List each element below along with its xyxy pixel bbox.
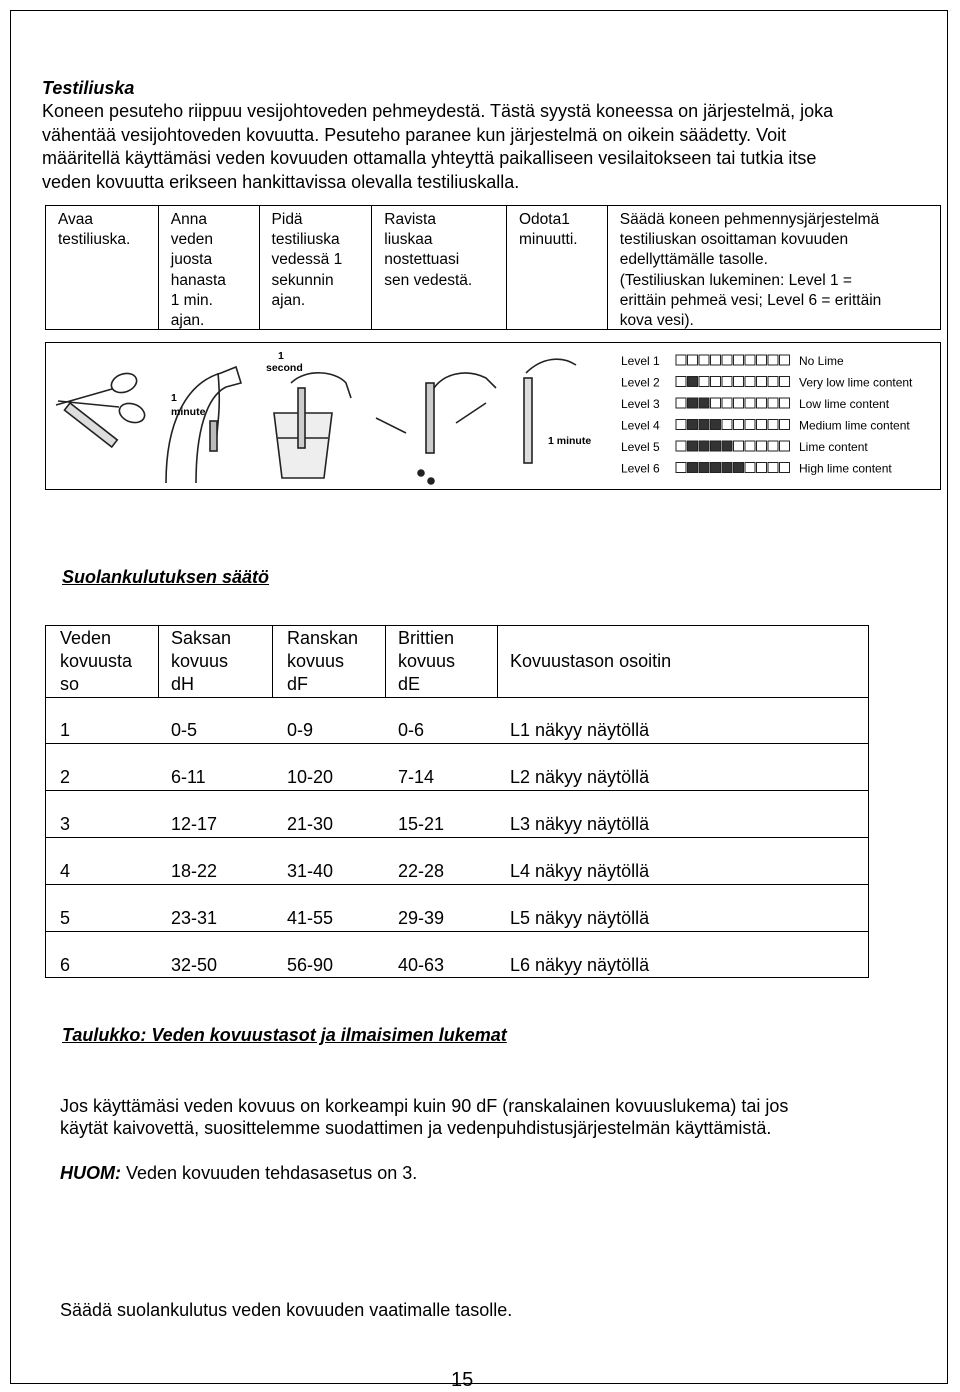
level-square: [768, 463, 778, 473]
table-cell: 3: [60, 814, 71, 834]
level-square: [676, 420, 686, 430]
wait-strip-icon: [524, 359, 576, 463]
level-chart: [621, 354, 913, 476]
table-cell: L6 näkyy näytöllä: [510, 955, 650, 975]
intro-line: vähentää vesijohtoveden kovuutta. Pesuteho paranee kun järjestelmä on oikein säädetty. Voit: [42, 124, 787, 145]
level-square: [745, 420, 755, 430]
intro-paragraph: [42, 100, 922, 194]
header-df: Ranskan kovuus dF: [273, 626, 386, 697]
step-2: Anna veden juosta hanasta 1 min. ajan.: [159, 206, 260, 329]
table-cell: 2: [60, 767, 71, 787]
table-cell: 40-63: [398, 955, 445, 975]
table-cell: 32-50: [171, 955, 218, 975]
level-square: [699, 377, 709, 387]
table-cell: 0-5: [171, 720, 198, 740]
level-description: Medium lime content: [799, 418, 910, 433]
table-cell: 0-9: [287, 720, 314, 740]
level-square: [699, 420, 709, 430]
level-square: [734, 355, 744, 365]
level-square: [722, 355, 732, 365]
note: [60, 1163, 417, 1184]
level-label: Level 6: [621, 461, 660, 476]
step-5: Odota1 minuutti.: [507, 206, 608, 329]
tap-icon: [166, 367, 241, 483]
table-cell: L5 näkyy näytöllä: [510, 908, 650, 928]
table-cell: 22-28: [398, 861, 445, 881]
level-label: Level 2: [621, 375, 660, 390]
header-de: Brittien kovuus dE: [386, 626, 498, 697]
table-cell: 7-14: [398, 767, 435, 787]
step3-label-2: second: [266, 362, 303, 374]
recommendation-paragraph: [60, 1095, 900, 1139]
level-square: [757, 377, 767, 387]
table-row: [46, 885, 868, 932]
level-square: [711, 398, 721, 408]
level-square: [780, 463, 790, 473]
level-square: [780, 441, 790, 451]
level-label: Level 1: [621, 354, 660, 368]
level-square: [757, 420, 767, 430]
intro-line: Koneen pesuteho riippuu vesijohtoveden pehmeydestä. Tästä syystä koneessa on järjestelmä, joka: [42, 101, 834, 121]
level-square: [734, 377, 744, 387]
hardness-table: [45, 625, 869, 978]
table-cell: L2 näkyy näytöllä: [510, 767, 650, 787]
header-level: Veden kovuusta so: [46, 626, 159, 697]
level-square: [688, 441, 698, 451]
level-square: [711, 377, 721, 387]
final-instruction: Säädä suolankulutus veden kovuuden vaatimalle tasolle.: [60, 1300, 513, 1320]
level-square: [722, 463, 732, 473]
level-square: [757, 463, 767, 473]
level-square: [676, 398, 686, 408]
test-strip-illustration: [45, 342, 941, 490]
level-square: [722, 377, 732, 387]
level-square: [780, 398, 790, 408]
table-cell: 6-11: [171, 767, 206, 787]
scissors-icon: [56, 370, 147, 447]
table-cell: 0-6: [398, 720, 425, 740]
step-6: Säädä koneen pehmennysjärjestelmä testiliuskan osoittaman kovuuden edellyttämälle tasolle. (Testiliuskan lukeminen: Level 1 = erittäin pehmeä vesi; Level 6 = erittäin kova vesi).: [619, 211, 882, 330]
step2-label-2: minute: [171, 406, 206, 418]
level-description: Very low lime content: [799, 375, 913, 390]
level-square: [699, 355, 709, 365]
level-square: [780, 420, 790, 430]
level-square: [722, 398, 732, 408]
step5-label: 1 minute: [548, 435, 592, 447]
subheading: Suolankulutuksen säätö: [62, 567, 270, 587]
level-square: [688, 377, 698, 387]
table-row: [46, 838, 868, 885]
level-description: Lime content: [799, 440, 868, 454]
level-description: Low lime content: [799, 397, 890, 411]
table-cell: 23-31: [171, 908, 218, 928]
table-cell: 12-17: [171, 814, 218, 834]
paragraph-line: Jos käyttämäsi veden kovuus on korkeampi kuin 90 dF (ranskalainen kovuuslukema) tai jos: [60, 1096, 789, 1116]
table-cell: 4: [60, 861, 71, 881]
level-square: [688, 398, 698, 408]
step-1: Avaa testiliuska.: [46, 206, 159, 329]
table-cell: 41-55: [287, 908, 334, 928]
table-cell: 21-30: [287, 814, 334, 834]
level-square: [768, 420, 778, 430]
table-row: [46, 744, 868, 791]
level-description: High lime content: [799, 461, 892, 476]
page-number: 15: [451, 1369, 474, 1391]
paragraph-line: käytät kaivovettä, suosittelemme suodattimen ja vedenpuhdistusjärjestelmän käyttämistä.: [60, 1118, 772, 1138]
steps-table: [45, 205, 941, 330]
level-square: [711, 441, 721, 451]
table-cell: 5: [60, 908, 71, 928]
level-label: Level 3: [621, 397, 660, 411]
note-text: Veden kovuuden tehdasasetus on 3.: [121, 1163, 418, 1183]
table-cell: L1 näkyy näytöllä: [510, 720, 650, 740]
level-square: [768, 377, 778, 387]
level-square: [745, 355, 755, 365]
cup-icon: [274, 373, 351, 478]
level-square: [745, 441, 755, 451]
level-square: [757, 441, 767, 451]
level-square: [768, 441, 778, 451]
level-square: [688, 355, 698, 365]
level-square: [734, 398, 744, 408]
step-3: Pidä testiliuska vedessä 1 sekunnin ajan.: [260, 206, 373, 329]
level-square: [768, 398, 778, 408]
header-indicator: Kovuustason osoitin: [510, 651, 672, 671]
level-square: [768, 355, 778, 365]
level-square: [734, 441, 744, 451]
level-square: [711, 420, 721, 430]
level-square: [757, 398, 767, 408]
level-square: [722, 441, 732, 451]
intro-line: määritellä käyttämäsi veden kovuuden ottamalla yhteyttä paikalliseen vesilaitokseen tai tutkia itse: [42, 148, 817, 168]
level-square: [734, 463, 744, 473]
level-square: [745, 463, 755, 473]
level-label: Level 4: [621, 418, 660, 433]
level-square: [699, 441, 709, 451]
level-square: [722, 420, 732, 430]
level-square: [745, 377, 755, 387]
table-row: [46, 791, 868, 838]
table-cell: 10-20: [287, 767, 334, 787]
header-dh: Saksan kovuus dH: [159, 626, 273, 697]
level-square: [676, 377, 686, 387]
illustration-drawing: [46, 343, 939, 488]
level-square: [780, 377, 790, 387]
level-square: [676, 355, 686, 365]
table-cell: 1: [60, 720, 71, 740]
level-square: [780, 355, 790, 365]
table-cell: 6: [60, 955, 71, 975]
level-square: [711, 463, 721, 473]
level-square: [688, 420, 698, 430]
level-label: Level 5: [621, 440, 660, 454]
note-label: HUOM:: [60, 1163, 121, 1183]
level-square: [757, 355, 767, 365]
shake-strip-icon: [376, 373, 496, 484]
level-square: [688, 463, 698, 473]
intro-line: veden kovuutta erikseen hankittavissa olevalla testiliuskalla.: [42, 171, 520, 192]
section-title: Testiliuska: [42, 78, 135, 98]
level-square: [734, 420, 744, 430]
step2-label-1: 1: [171, 392, 177, 404]
table-header: [46, 626, 868, 698]
table-caption: Taulukko: Veden kovuustasot ja ilmaisimen lukemat: [62, 1025, 507, 1045]
table-cell: 15-21: [398, 814, 445, 834]
level-square: [699, 463, 709, 473]
step-4: Ravista liuskaa nostettuasi sen vedestä.: [372, 206, 507, 329]
level-square: [711, 355, 721, 365]
level-square: [676, 441, 686, 451]
level-square: [676, 463, 686, 473]
level-square: [699, 398, 709, 408]
level-description: No Lime: [799, 354, 844, 368]
table-cell: 18-22: [171, 861, 218, 881]
table-row: [46, 697, 868, 744]
level-square: [745, 398, 755, 408]
step3-label-1: 1: [278, 350, 284, 362]
table-cell: 56-90: [287, 955, 334, 975]
table-row: [46, 932, 868, 979]
table-cell: L4 näkyy näytöllä: [510, 861, 650, 881]
table-cell: L3 näkyy näytöllä: [510, 814, 650, 834]
table-cell: 31-40: [287, 861, 334, 881]
table-cell: 29-39: [398, 908, 445, 928]
